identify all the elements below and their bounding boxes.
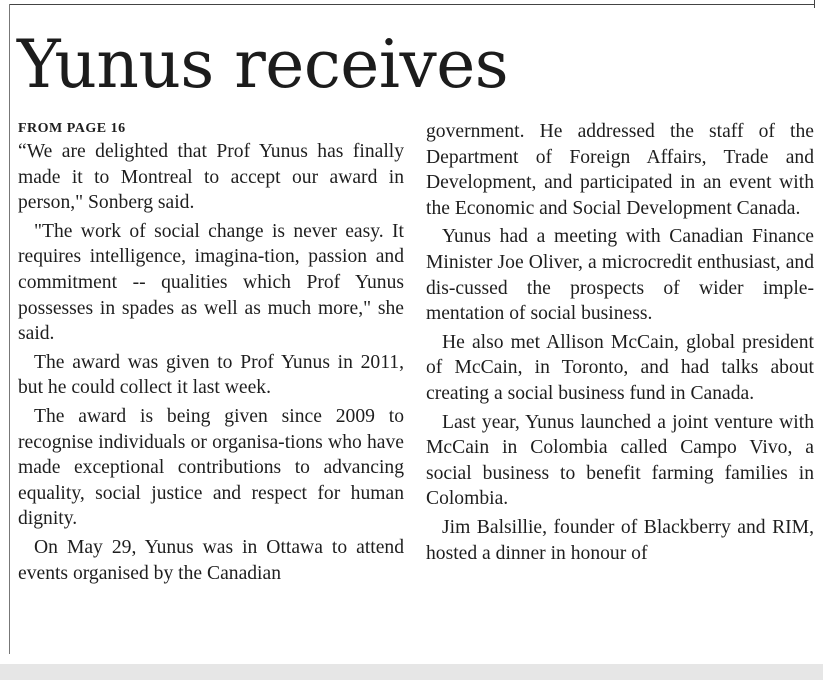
paragraph-government-address: government. He addressed the staff of the Department of Foreign Affairs, Trade and Development, and participated in an event with the Economic and Social Development Canada. bbox=[426, 121, 814, 219]
paragraph-award-since-2009: The award is being given since 2009 to recognise individuals or organisa-tions who have made exceptional contributions to advancing equality, social justice and respect for human dignity. bbox=[18, 405, 404, 530]
right-border-tick bbox=[814, 0, 815, 8]
continued-from-kicker: FROM PAGE 16 bbox=[18, 121, 126, 136]
top-border-rule bbox=[9, 4, 814, 5]
paragraph-quote-sonberg: “We are delighted that Prof Yunus has finally made it to Montreal to accept our award in person," Sonberg said. bbox=[18, 141, 404, 214]
bottom-margin-strip bbox=[0, 664, 823, 680]
paragraph-allison-mccain: He also met Allison McCain, global president of McCain, in Toronto, and had talks about creating a social business fund in Canada. bbox=[426, 331, 814, 404]
paragraph-ottawa-visit: On May 29, Yunus was in Ottawa to attend events organised by the Canadian bbox=[18, 536, 404, 584]
article-column-left bbox=[18, 119, 404, 589]
paragraph-award-2011: The award was given to Prof Yunus in 2011, but he could collect it last week. bbox=[18, 351, 404, 399]
paragraph-campo-vivo: Last year, Yunus launched a joint venture with McCain in Colombia called Campo Vivo, a social business to benefit farming families in Colombia. bbox=[426, 411, 814, 510]
left-border-rule bbox=[9, 4, 10, 654]
paragraph-joe-oliver-meeting: Yunus had a meeting with Canadian Finance Minister Joe Oliver, a microcredit enthusiast, and dis-cussed the prospects of wider imple-mentation of social business. bbox=[426, 226, 814, 325]
article-column-right bbox=[426, 119, 814, 569]
paragraph-social-change-quote: "The work of social change is never easy. It requires intelligence, imagina-tion, passion and commitment -- qualities which Prof Yunus possesses in spades as well as much more," she said. bbox=[18, 220, 404, 345]
headline: Yunus receives bbox=[17, 26, 509, 103]
paragraph-jim-balsillie: Jim Balsillie, founder of Blackberry and RIM, hosted a dinner in honour of bbox=[426, 516, 814, 564]
